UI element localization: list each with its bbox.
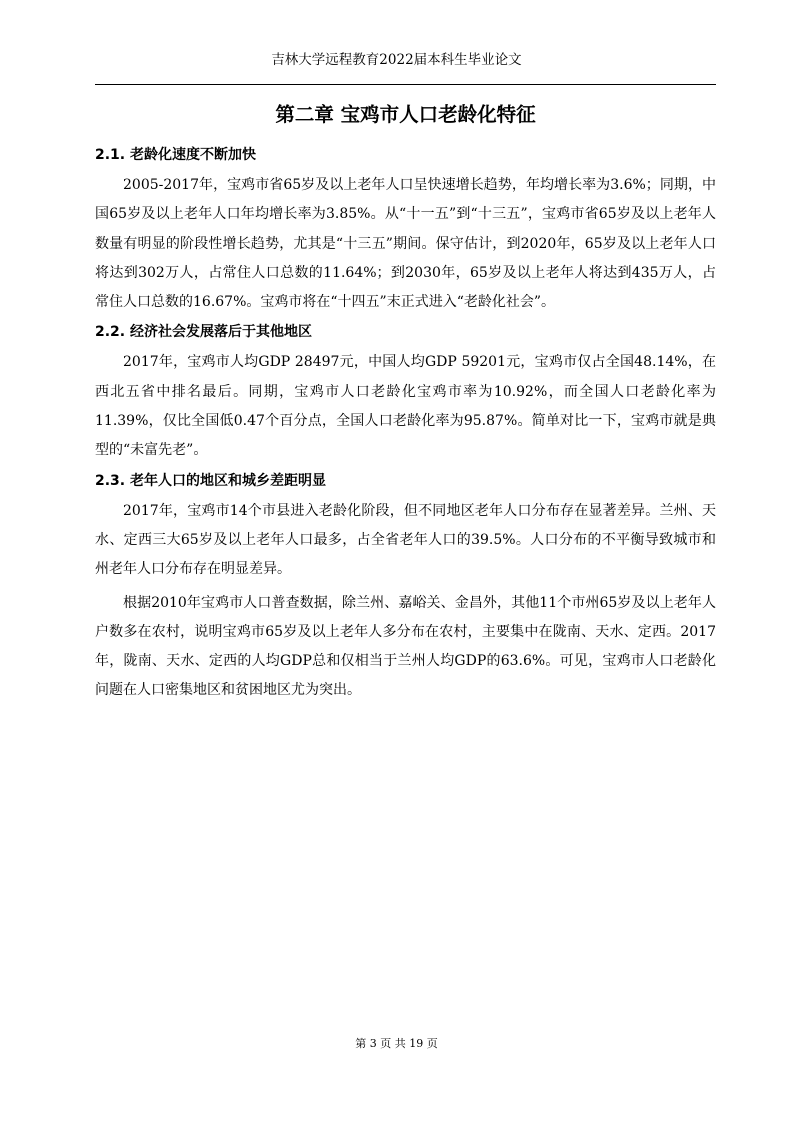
section-heading: 2.3. 老年人口的地区和城乡差距明显 bbox=[95, 472, 326, 489]
page-header: 吉林大学远程教育2022届本科生毕业论文 bbox=[271, 52, 522, 68]
section-2-3 bbox=[95, 470, 716, 706]
paragraph: 2005-2017年，宝鸡市省65岁及以上老年人口呈快速增长趋势，年均增长率为3.6%；同期，中国65岁及以上老年人口年均增长率为3.85%。从“十一五”到“十三五”，宝鸡市省65岁及以上老年人数量有明显的阶段性增长趋势，尤其是“十三五”期间。保守估计，到2020年，65岁及以上老年人口将达到302万人，占常住人口总数的11.64%；到2030年，65岁及以上老年人将达到435万人，占常住人口总数的16.67%。宝鸡市将在“十四五”末正式进入“老龄化社会”。 bbox=[95, 177, 716, 311]
chapter-title: 第二章 宝鸡市人口老龄化特征 bbox=[275, 103, 536, 126]
paragraph: 2017年，宝鸡市14个市县进入老龄化阶段，但不同地区老年人口分布存在显著差异。兰州、天水、定西三大65岁及以上老年人口最多，占全省老年人口的39.5%。人口分布的不平衡导致城市和州老年人口分布存在明显差异。 bbox=[95, 502, 716, 578]
section-heading: 2.1. 老龄化速度不断加快 bbox=[95, 147, 256, 163]
page-footer: 第 3 页 共 19 页 bbox=[355, 1037, 438, 1050]
paragraph: 2017年，宝鸡市人均GDP 28497元，中国人均GDP 59201元，宝鸡市仅占全国48.14%，在西北五省中排名最后。同期，宝鸡市人口老龄化宝鸡市率为10.92%，而全国人口老龄化率为11.39%，仅比全国低0.47个百分点，全国人口老龄化率为95.87%。简单对比一下，宝鸡市就是典型的“未富先老”。 bbox=[95, 354, 716, 459]
section-2-1 bbox=[95, 144, 716, 317]
section-2-2 bbox=[95, 321, 716, 465]
header-rule bbox=[95, 84, 716, 85]
section-heading: 2.2. 经济社会发展落后于其他地区 bbox=[95, 324, 312, 341]
document-body bbox=[95, 144, 716, 710]
paragraph: 根据2010年宝鸡市人口普查数据，除兰州、嘉峪关、金昌外，其他11个市州65岁及以上老年人户数多在农村，说明宝鸡市65岁及以上老年人多分布在农村，主要集中在陇南、天水、定西。2017年，陇南、天水、定西的人均GDP总和仅相当于兰州人均GDP的63.6%。可见，宝鸡市人口老龄化问题在人口密集地区和贫困地区尤为突出。 bbox=[95, 594, 716, 699]
